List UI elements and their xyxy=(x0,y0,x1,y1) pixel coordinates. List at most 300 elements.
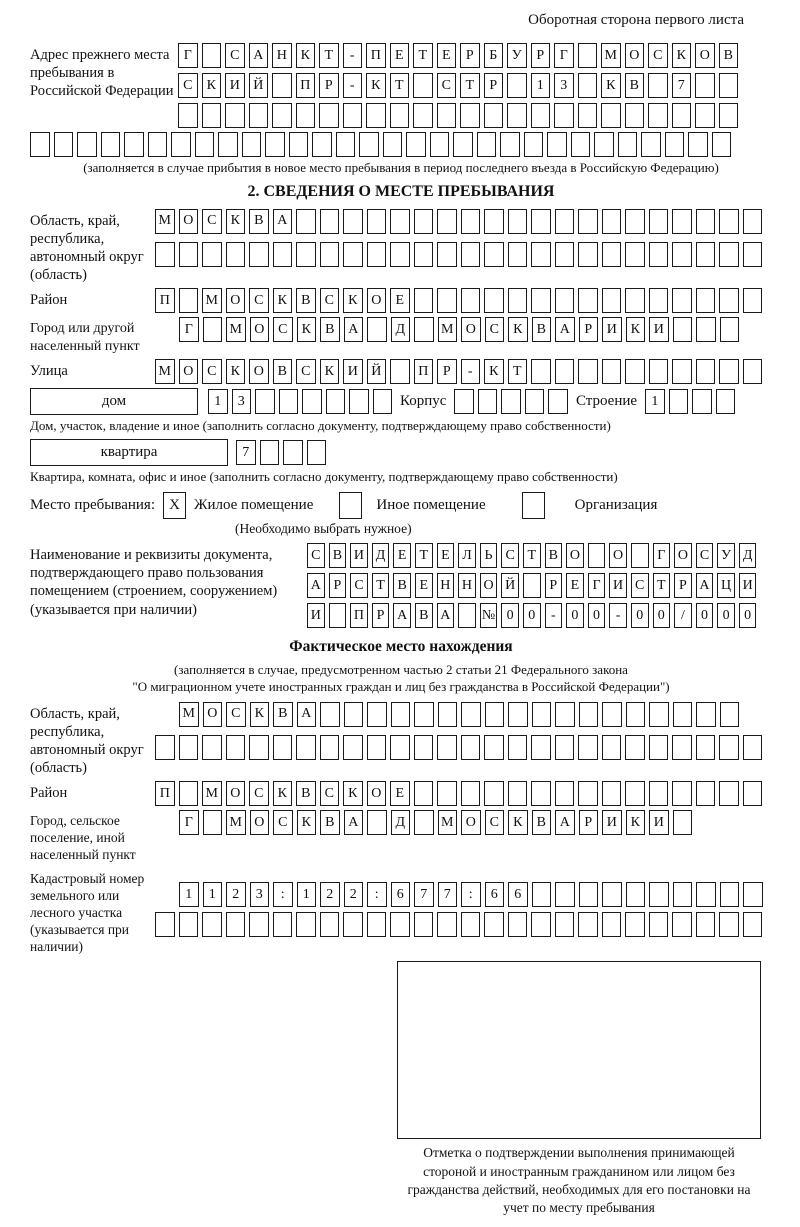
char-cell[interactable] xyxy=(414,735,434,760)
char-cell[interactable]: А xyxy=(344,317,364,342)
cadastre-row-2[interactable] xyxy=(155,912,763,937)
char-cell[interactable]: Т xyxy=(390,73,410,98)
char-cell[interactable] xyxy=(225,103,245,128)
char-cell[interactable]: А xyxy=(307,573,325,598)
char-cell[interactable] xyxy=(390,242,410,267)
char-cell[interactable] xyxy=(508,242,528,267)
char-cell[interactable]: 1 xyxy=(208,389,228,414)
char-cell[interactable]: В xyxy=(532,810,552,835)
char-cell[interactable] xyxy=(602,912,622,937)
prev-address-row-1[interactable] xyxy=(178,43,738,68)
char-cell[interactable]: 7 xyxy=(236,440,256,465)
char-cell[interactable]: Е xyxy=(390,43,410,68)
char-cell[interactable] xyxy=(477,132,497,157)
char-cell[interactable]: В xyxy=(320,317,340,342)
char-cell[interactable] xyxy=(414,912,434,937)
char-cell[interactable] xyxy=(719,735,739,760)
house-number-row[interactable] xyxy=(208,389,392,414)
char-cell[interactable] xyxy=(283,440,303,465)
district-row[interactable] xyxy=(155,288,762,313)
char-cell[interactable]: О xyxy=(566,543,584,568)
char-cell[interactable]: А xyxy=(249,43,269,68)
char-cell[interactable]: М xyxy=(226,810,246,835)
char-cell[interactable] xyxy=(390,103,410,128)
char-cell[interactable] xyxy=(461,781,481,806)
char-cell[interactable]: - xyxy=(545,603,563,628)
char-cell[interactable] xyxy=(508,912,528,937)
char-cell[interactable]: К xyxy=(273,781,293,806)
char-cell[interactable] xyxy=(437,209,457,234)
char-cell[interactable]: И xyxy=(307,603,325,628)
char-cell[interactable] xyxy=(579,882,599,907)
char-cell[interactable]: Р xyxy=(579,810,599,835)
char-cell[interactable] xyxy=(179,781,199,806)
char-cell[interactable] xyxy=(665,132,685,157)
stay-checkbox-organization[interactable] xyxy=(522,492,545,519)
char-cell[interactable] xyxy=(155,242,175,267)
char-cell[interactable]: Й xyxy=(501,573,519,598)
char-cell[interactable] xyxy=(641,132,661,157)
char-cell[interactable] xyxy=(571,132,591,157)
char-cell[interactable]: 2 xyxy=(344,882,364,907)
prev-address-row-4[interactable] xyxy=(30,132,772,157)
char-cell[interactable]: Л xyxy=(458,543,476,568)
char-cell[interactable]: Б xyxy=(484,43,504,68)
char-cell[interactable]: О xyxy=(695,43,715,68)
char-cell[interactable] xyxy=(555,288,575,313)
char-cell[interactable] xyxy=(669,389,689,414)
char-cell[interactable] xyxy=(719,912,739,937)
char-cell[interactable] xyxy=(696,317,716,342)
char-cell[interactable] xyxy=(326,389,346,414)
char-cell[interactable]: 0 xyxy=(631,603,649,628)
char-cell[interactable]: В xyxy=(532,317,552,342)
actual-district-row[interactable] xyxy=(155,781,762,806)
char-cell[interactable] xyxy=(602,702,622,727)
char-cell[interactable]: - xyxy=(343,43,363,68)
char-cell[interactable] xyxy=(437,103,457,128)
char-cell[interactable] xyxy=(626,882,646,907)
char-cell[interactable] xyxy=(461,702,481,727)
char-cell[interactable]: П xyxy=(296,73,316,98)
char-cell[interactable] xyxy=(688,132,708,157)
char-cell[interactable] xyxy=(743,209,763,234)
char-cell[interactable]: В xyxy=(320,810,340,835)
char-cell[interactable] xyxy=(719,73,739,98)
char-cell[interactable]: 2 xyxy=(226,882,246,907)
char-cell[interactable]: С xyxy=(178,73,198,98)
char-cell[interactable] xyxy=(413,73,433,98)
char-cell[interactable]: О xyxy=(179,209,199,234)
char-cell[interactable] xyxy=(249,912,269,937)
char-cell[interactable]: И xyxy=(343,359,363,384)
char-cell[interactable] xyxy=(601,103,621,128)
char-cell[interactable] xyxy=(602,735,622,760)
char-cell[interactable] xyxy=(461,735,481,760)
char-cell[interactable]: В xyxy=(393,573,411,598)
char-cell[interactable]: М xyxy=(226,317,246,342)
char-cell[interactable] xyxy=(508,702,528,727)
char-cell[interactable] xyxy=(631,543,649,568)
char-cell[interactable]: 0 xyxy=(566,603,584,628)
char-cell[interactable] xyxy=(296,209,316,234)
char-cell[interactable]: С xyxy=(226,702,246,727)
char-cell[interactable] xyxy=(414,810,434,835)
char-cell[interactable] xyxy=(171,132,191,157)
char-cell[interactable] xyxy=(743,242,763,267)
char-cell[interactable] xyxy=(148,132,168,157)
char-cell[interactable] xyxy=(719,359,739,384)
char-cell[interactable]: А xyxy=(393,603,411,628)
stay-checkbox-residential[interactable]: X xyxy=(163,492,186,519)
char-cell[interactable] xyxy=(594,132,614,157)
char-cell[interactable] xyxy=(484,781,504,806)
char-cell[interactable]: С xyxy=(485,317,505,342)
char-cell[interactable] xyxy=(716,389,736,414)
char-cell[interactable] xyxy=(458,603,476,628)
char-cell[interactable]: К xyxy=(226,209,246,234)
char-cell[interactable] xyxy=(532,702,552,727)
char-cell[interactable] xyxy=(179,288,199,313)
char-cell[interactable]: П xyxy=(350,603,368,628)
char-cell[interactable] xyxy=(484,288,504,313)
char-cell[interactable] xyxy=(531,288,551,313)
char-cell[interactable]: О xyxy=(625,43,645,68)
char-cell[interactable] xyxy=(367,317,387,342)
char-cell[interactable]: Р xyxy=(460,43,480,68)
char-cell[interactable] xyxy=(437,735,457,760)
char-cell[interactable]: И xyxy=(350,543,368,568)
char-cell[interactable]: М xyxy=(438,810,458,835)
char-cell[interactable] xyxy=(531,735,551,760)
char-cell[interactable]: К xyxy=(626,810,646,835)
char-cell[interactable] xyxy=(508,781,528,806)
char-cell[interactable]: К xyxy=(296,43,316,68)
char-cell[interactable]: 6 xyxy=(391,882,411,907)
char-cell[interactable]: Г xyxy=(179,317,199,342)
char-cell[interactable] xyxy=(672,359,692,384)
char-cell[interactable]: К xyxy=(226,359,246,384)
char-cell[interactable] xyxy=(719,209,739,234)
char-cell[interactable] xyxy=(625,209,645,234)
document-row-3[interactable] xyxy=(307,603,756,628)
char-cell[interactable] xyxy=(391,702,411,727)
char-cell[interactable] xyxy=(743,359,763,384)
char-cell[interactable] xyxy=(695,73,715,98)
char-cell[interactable] xyxy=(124,132,144,157)
char-cell[interactable]: 3 xyxy=(232,389,252,414)
char-cell[interactable] xyxy=(255,389,275,414)
char-cell[interactable] xyxy=(390,735,410,760)
char-cell[interactable]: 1 xyxy=(179,882,199,907)
char-cell[interactable]: Г xyxy=(588,573,606,598)
char-cell[interactable] xyxy=(578,43,598,68)
char-cell[interactable]: К xyxy=(672,43,692,68)
char-cell[interactable] xyxy=(54,132,74,157)
char-cell[interactable]: Т xyxy=(415,543,433,568)
char-cell[interactable]: И xyxy=(602,810,622,835)
char-cell[interactable]: Ь xyxy=(480,543,498,568)
char-cell[interactable] xyxy=(673,810,693,835)
char-cell[interactable]: : xyxy=(367,882,387,907)
char-cell[interactable] xyxy=(578,209,598,234)
char-cell[interactable] xyxy=(555,702,575,727)
char-cell[interactable] xyxy=(453,132,473,157)
char-cell[interactable]: № xyxy=(480,603,498,628)
char-cell[interactable] xyxy=(578,912,598,937)
char-cell[interactable]: К xyxy=(320,359,340,384)
prev-address-row-2[interactable] xyxy=(178,73,738,98)
char-cell[interactable] xyxy=(555,735,575,760)
char-cell[interactable]: С xyxy=(485,810,505,835)
char-cell[interactable]: И xyxy=(649,317,669,342)
char-cell[interactable]: С xyxy=(648,43,668,68)
char-cell[interactable] xyxy=(202,735,222,760)
char-cell[interactable]: М xyxy=(438,317,458,342)
char-cell[interactable] xyxy=(344,702,364,727)
char-cell[interactable] xyxy=(383,132,403,157)
char-cell[interactable] xyxy=(367,209,387,234)
char-cell[interactable] xyxy=(719,288,739,313)
char-cell[interactable] xyxy=(712,132,732,157)
char-cell[interactable]: Д xyxy=(372,543,390,568)
char-cell[interactable] xyxy=(390,359,410,384)
char-cell[interactable] xyxy=(202,912,222,937)
char-cell[interactable] xyxy=(249,242,269,267)
region-row-2[interactable] xyxy=(155,242,762,267)
char-cell[interactable] xyxy=(720,702,740,727)
char-cell[interactable] xyxy=(547,132,567,157)
char-cell[interactable] xyxy=(578,103,598,128)
char-cell[interactable] xyxy=(507,73,527,98)
char-cell[interactable]: - xyxy=(609,603,627,628)
char-cell[interactable]: В xyxy=(273,359,293,384)
char-cell[interactable] xyxy=(414,317,434,342)
char-cell[interactable]: С xyxy=(225,43,245,68)
char-cell[interactable] xyxy=(696,912,716,937)
char-cell[interactable] xyxy=(373,389,393,414)
char-cell[interactable] xyxy=(602,288,622,313)
char-cell[interactable] xyxy=(507,103,527,128)
char-cell[interactable] xyxy=(578,73,598,98)
char-cell[interactable] xyxy=(500,132,520,157)
char-cell[interactable]: Р xyxy=(545,573,563,598)
char-cell[interactable] xyxy=(602,882,622,907)
char-cell[interactable] xyxy=(77,132,97,157)
char-cell[interactable] xyxy=(478,389,498,414)
char-cell[interactable]: С xyxy=(249,781,269,806)
char-cell[interactable] xyxy=(743,735,763,760)
document-row-2[interactable] xyxy=(307,573,756,598)
char-cell[interactable]: И xyxy=(609,573,627,598)
char-cell[interactable] xyxy=(625,103,645,128)
char-cell[interactable]: И xyxy=(602,317,622,342)
char-cell[interactable] xyxy=(649,359,669,384)
char-cell[interactable] xyxy=(672,103,692,128)
char-cell[interactable] xyxy=(320,209,340,234)
char-cell[interactable] xyxy=(461,288,481,313)
char-cell[interactable] xyxy=(437,288,457,313)
char-cell[interactable]: В xyxy=(273,702,293,727)
char-cell[interactable]: 6 xyxy=(508,882,528,907)
char-cell[interactable]: - xyxy=(343,73,363,98)
char-cell[interactable] xyxy=(296,103,316,128)
char-cell[interactable]: М xyxy=(155,359,175,384)
char-cell[interactable]: П xyxy=(414,359,434,384)
char-cell[interactable] xyxy=(359,132,379,157)
char-cell[interactable]: 0 xyxy=(501,603,519,628)
street-row[interactable] xyxy=(155,359,762,384)
cadastre-row-1[interactable] xyxy=(179,882,763,907)
char-cell[interactable]: К xyxy=(297,317,317,342)
char-cell[interactable]: О xyxy=(480,573,498,598)
char-cell[interactable] xyxy=(648,103,668,128)
char-cell[interactable]: Р xyxy=(674,573,692,598)
char-cell[interactable]: Д xyxy=(391,317,411,342)
char-cell[interactable] xyxy=(673,317,693,342)
char-cell[interactable]: О xyxy=(203,702,223,727)
char-cell[interactable]: С xyxy=(307,543,325,568)
char-cell[interactable] xyxy=(226,242,246,267)
char-cell[interactable] xyxy=(343,242,363,267)
actual-city-row[interactable] xyxy=(179,810,692,835)
char-cell[interactable]: Й xyxy=(367,359,387,384)
char-cell[interactable]: С xyxy=(350,573,368,598)
char-cell[interactable] xyxy=(531,242,551,267)
char-cell[interactable]: 1 xyxy=(297,882,317,907)
char-cell[interactable] xyxy=(602,781,622,806)
char-cell[interactable] xyxy=(743,882,763,907)
char-cell[interactable]: 1 xyxy=(531,73,551,98)
char-cell[interactable] xyxy=(649,882,669,907)
char-cell[interactable] xyxy=(343,209,363,234)
char-cell[interactable] xyxy=(523,573,541,598)
char-cell[interactable] xyxy=(273,242,293,267)
char-cell[interactable] xyxy=(524,132,544,157)
char-cell[interactable]: 1 xyxy=(203,882,223,907)
char-cell[interactable]: О xyxy=(609,543,627,568)
char-cell[interactable] xyxy=(249,103,269,128)
char-cell[interactable]: М xyxy=(155,209,175,234)
char-cell[interactable]: О xyxy=(250,810,270,835)
char-cell[interactable] xyxy=(696,359,716,384)
char-cell[interactable] xyxy=(743,781,763,806)
char-cell[interactable] xyxy=(367,912,387,937)
char-cell[interactable]: П xyxy=(155,781,175,806)
char-cell[interactable]: Т xyxy=(460,73,480,98)
char-cell[interactable] xyxy=(648,73,668,98)
char-cell[interactable] xyxy=(649,288,669,313)
char-cell[interactable] xyxy=(578,242,598,267)
char-cell[interactable]: С xyxy=(249,288,269,313)
char-cell[interactable]: Р xyxy=(319,73,339,98)
char-cell[interactable]: Р xyxy=(531,43,551,68)
char-cell[interactable] xyxy=(602,242,622,267)
char-cell[interactable]: 0 xyxy=(739,603,757,628)
char-cell[interactable] xyxy=(625,288,645,313)
char-cell[interactable] xyxy=(531,912,551,937)
char-cell[interactable] xyxy=(438,702,458,727)
char-cell[interactable]: К xyxy=(343,781,363,806)
char-cell[interactable]: Т xyxy=(508,359,528,384)
char-cell[interactable] xyxy=(578,735,598,760)
char-cell[interactable]: М xyxy=(601,43,621,68)
char-cell[interactable] xyxy=(508,209,528,234)
char-cell[interactable] xyxy=(307,440,327,465)
char-cell[interactable] xyxy=(242,132,262,157)
char-cell[interactable] xyxy=(30,132,50,157)
char-cell[interactable] xyxy=(696,288,716,313)
char-cell[interactable] xyxy=(390,912,410,937)
char-cell[interactable] xyxy=(695,103,715,128)
char-cell[interactable]: : xyxy=(273,882,293,907)
char-cell[interactable] xyxy=(437,781,457,806)
char-cell[interactable] xyxy=(672,912,692,937)
char-cell[interactable] xyxy=(696,242,716,267)
char-cell[interactable] xyxy=(320,702,340,727)
char-cell[interactable] xyxy=(696,882,716,907)
char-cell[interactable] xyxy=(296,735,316,760)
char-cell[interactable] xyxy=(719,103,739,128)
char-cell[interactable] xyxy=(743,288,763,313)
char-cell[interactable] xyxy=(203,810,223,835)
char-cell[interactable]: С xyxy=(202,359,222,384)
prev-address-row-3[interactable] xyxy=(178,103,738,128)
char-cell[interactable]: С xyxy=(631,573,649,598)
char-cell[interactable] xyxy=(555,359,575,384)
char-cell[interactable] xyxy=(367,702,387,727)
char-cell[interactable] xyxy=(578,288,598,313)
char-cell[interactable]: Т xyxy=(319,43,339,68)
char-cell[interactable]: К xyxy=(297,810,317,835)
char-cell[interactable]: А xyxy=(555,810,575,835)
char-cell[interactable] xyxy=(618,132,638,157)
char-cell[interactable]: И xyxy=(739,573,757,598)
apartment-number-row[interactable] xyxy=(236,440,326,465)
char-cell[interactable] xyxy=(484,209,504,234)
char-cell[interactable]: Р xyxy=(372,603,390,628)
char-cell[interactable] xyxy=(602,209,622,234)
char-cell[interactable] xyxy=(501,389,521,414)
char-cell[interactable]: С xyxy=(296,359,316,384)
char-cell[interactable] xyxy=(461,242,481,267)
char-cell[interactable]: Р xyxy=(484,73,504,98)
char-cell[interactable] xyxy=(289,132,309,157)
char-cell[interactable] xyxy=(692,389,712,414)
char-cell[interactable] xyxy=(720,882,740,907)
char-cell[interactable]: 0 xyxy=(696,603,714,628)
char-cell[interactable] xyxy=(625,359,645,384)
char-cell[interactable] xyxy=(484,735,504,760)
char-cell[interactable] xyxy=(320,242,340,267)
char-cell[interactable]: Р xyxy=(437,359,457,384)
char-cell[interactable] xyxy=(555,209,575,234)
char-cell[interactable] xyxy=(626,702,646,727)
char-cell[interactable]: Д xyxy=(391,810,411,835)
char-cell[interactable] xyxy=(302,389,322,414)
char-cell[interactable] xyxy=(649,912,669,937)
char-cell[interactable] xyxy=(696,702,716,727)
char-cell[interactable] xyxy=(525,389,545,414)
char-cell[interactable] xyxy=(179,735,199,760)
char-cell[interactable] xyxy=(672,288,692,313)
char-cell[interactable] xyxy=(414,209,434,234)
char-cell[interactable] xyxy=(312,132,332,157)
char-cell[interactable]: К xyxy=(343,288,363,313)
char-cell[interactable]: / xyxy=(674,603,692,628)
char-cell[interactable]: Г xyxy=(179,810,199,835)
char-cell[interactable] xyxy=(579,702,599,727)
